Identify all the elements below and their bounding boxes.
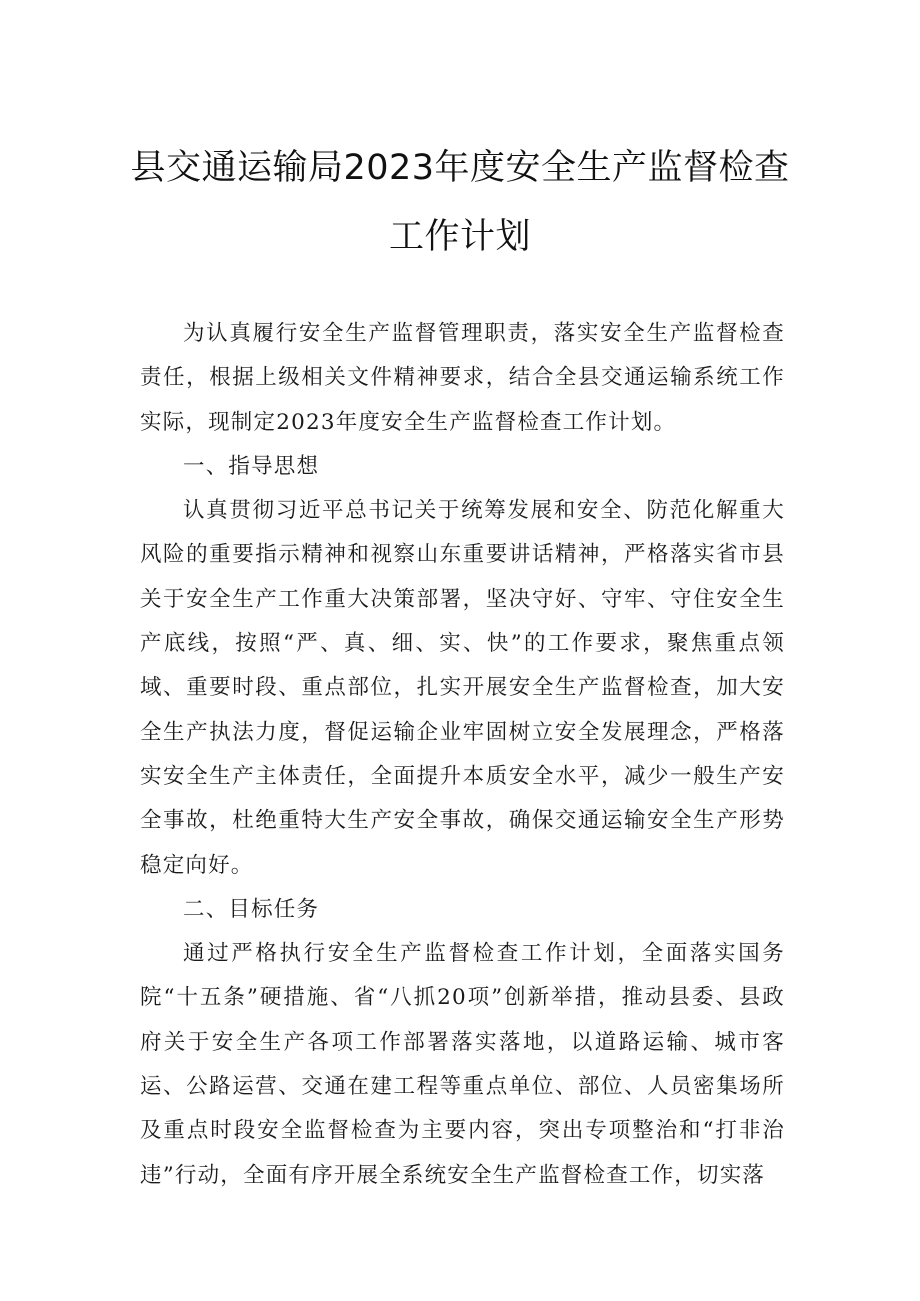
- document-title-line-1: 县交通运输局2023年度安全生产监督检查: [130, 148, 790, 188]
- guiding-ideology-paragraph: 认真贯彻习近平总书记关于统筹发展和安全、防范化解重大风险的重要指示精神和视察山东重要讲话精神，严格落实省市县关于安全生产工作重大决策部署，坚决守好、守牢、守住安全生产底线，按照“严、真、细、实、快”的工作要求，聚焦重点领域、重要时段、重点部位，扎实开展安全生产监督检查，加大安全生产执法力度，督促运输企业牢固树立安全发展理念，严格落实安全生产主体责任，全面提升本质安全水平，减少一般生产安全事故，杜绝重特大生产安全事故，确保交通运输安全生产形势稳定向好。: [140, 498, 785, 878]
- section-heading-guiding-ideology: 一、指导思想: [183, 453, 320, 479]
- section-heading-objectives: 二、目标任务: [183, 896, 320, 922]
- objectives-paragraph: 通过严格执行安全生产监督检查工作计划，全面落实国务院“十五条”硬措施、省“八抓20项”创新举措，推动县委、县政府关于安全生产各项工作部署落实落地，以道路运输、城市客运、公路运营、交通在建工程等重点单位、部位、人员密集场所及重点时段安全监督检查为主要内容，突出专项整治和“打非治违”行动，全面有序开展全系统安全生产监督检查工作，切实落: [140, 941, 785, 1188]
- document-title-line-2: 工作计划: [388, 217, 531, 257]
- document-body: [140, 312, 785, 1198]
- intro-paragraph: 为认真履行安全生产监督管理职责，落实安全生产监督检查责任，根据上级相关文件精神要求，结合全县交通运输系统工作实际，现制定2023年度安全生产监督检查工作计划。: [140, 321, 785, 435]
